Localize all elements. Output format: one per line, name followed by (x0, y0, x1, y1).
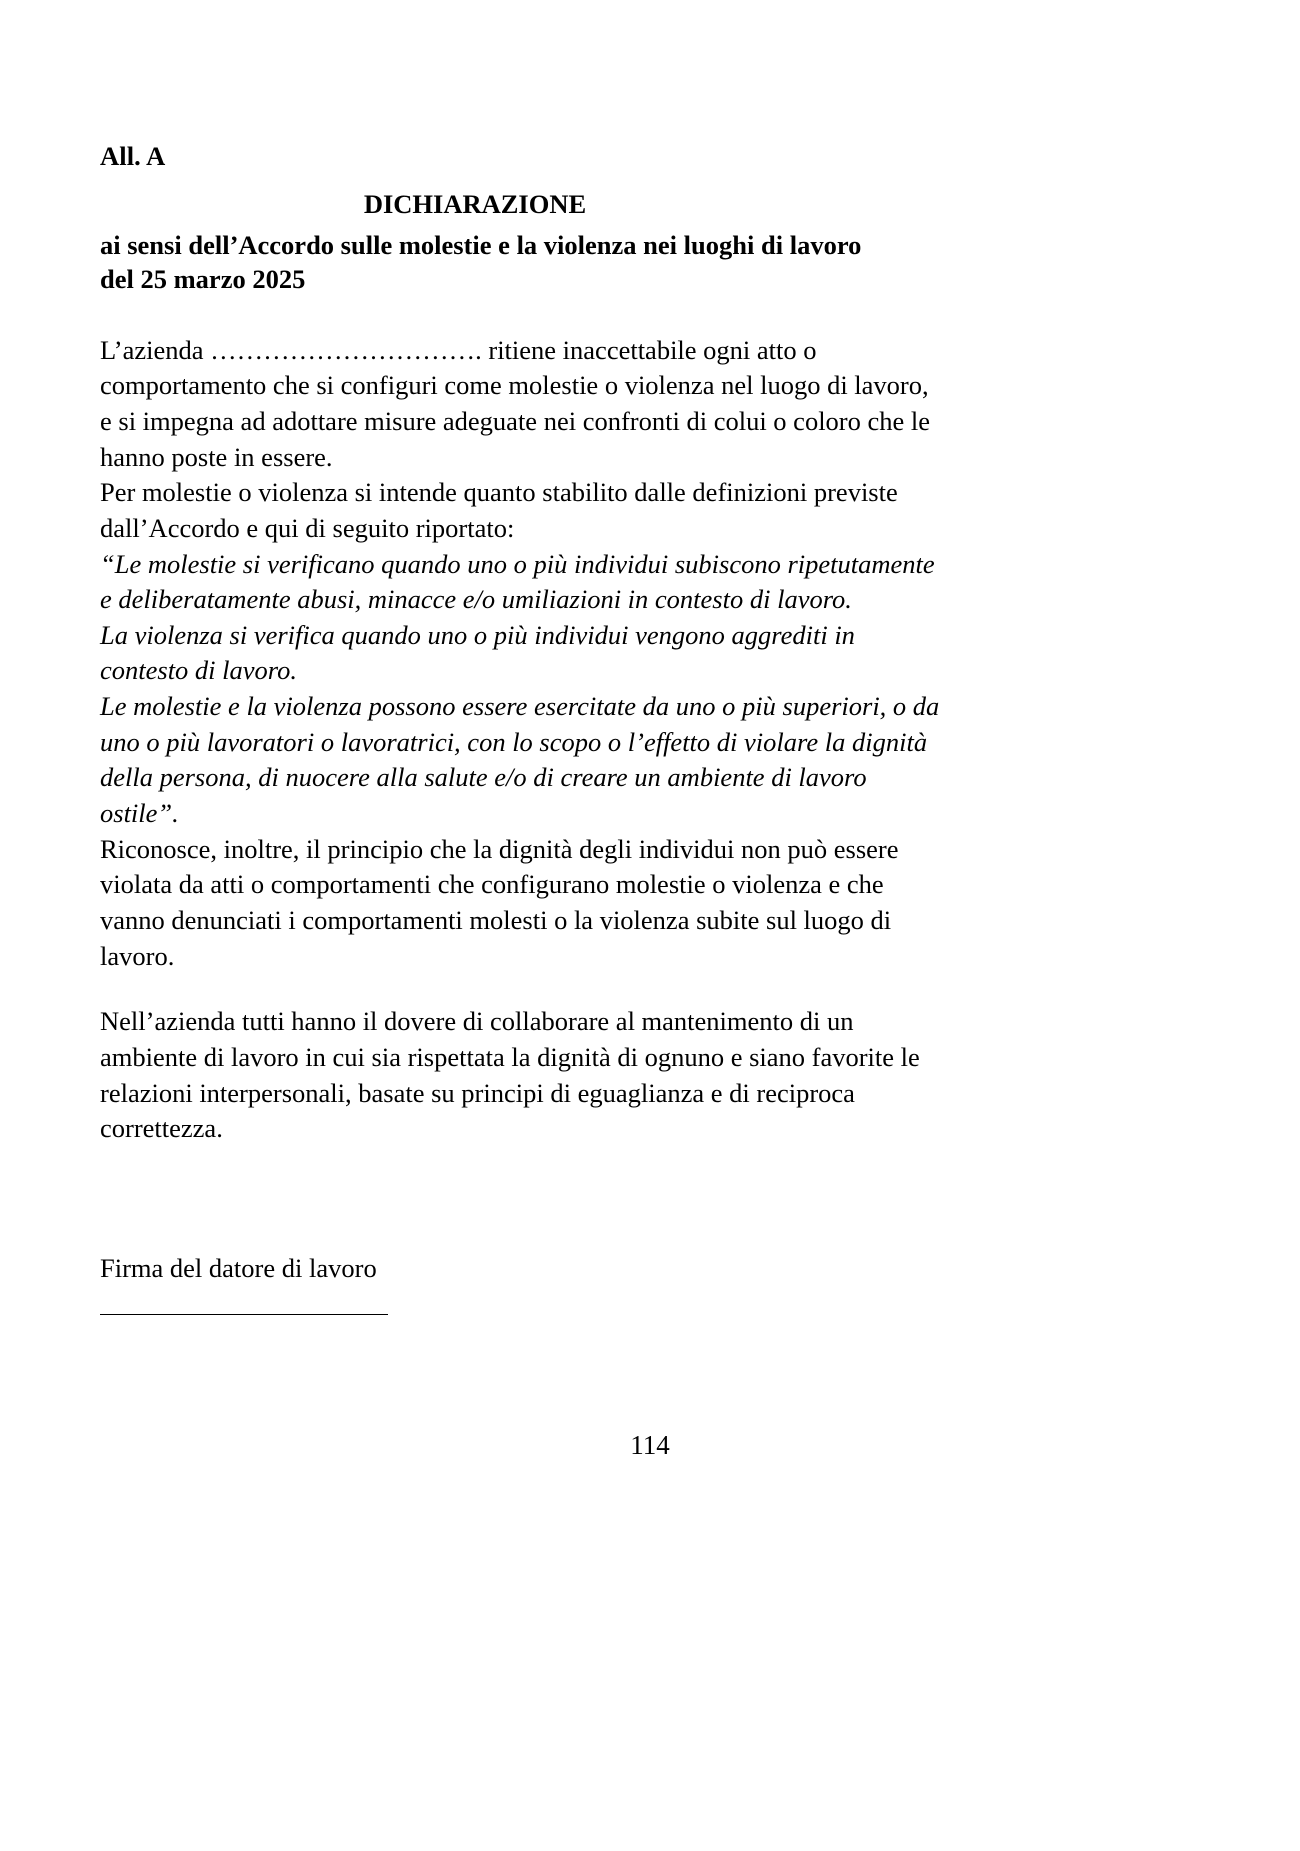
document-subtitle-line-1: ai sensi dell’Accordo sulle molestie e la violenza nei luoghi di lavoro (100, 229, 862, 260)
heading-body-spacer (100, 297, 945, 333)
document-subtitle (100, 228, 945, 297)
body-paragraph-group (100, 333, 945, 547)
paragraph-dignity-principle: Riconosce, inoltre, il principio che la dignità degli individui non può essere violata da atti o comportamenti che configurano molestie o violenza e che vanno denunciati i comportamenti molesti o la violenza subite sul luogo di lavoro. (100, 833, 899, 971)
document-title: DICHIARAZIONE (363, 188, 587, 219)
quote-harassment-definition: “Le molestie si verificano quando uno o più individui subiscono ripetutamente e deliberatamente abusi, minacce e/o umiliazioni in contesto di lavoro. (100, 548, 935, 615)
signature-area (100, 1251, 945, 1316)
signature-label: Firma del datore di lavoro (100, 1252, 377, 1283)
quoted-definitions (100, 547, 945, 832)
document-content (100, 140, 945, 1315)
document-subtitle-line-2: del 25 marzo 2025 (100, 264, 306, 295)
body-paragraph-cooperation (100, 1004, 945, 1147)
signature-line[interactable] (100, 1314, 388, 1315)
paragraph-definitions-intro: Per molestie o violenza si intende quanto stabilito dalle definizioni previste dall’Accordo e qui di seguito riportato: (100, 477, 898, 543)
paragraph-company-statement: L’azienda …………………………. ritiene inaccettabile ogni atto o comportamento che si configuri come molestie o violenza nel luogo di lavoro, e si impegna ad adottare misure adeguate nei confronti di colui o coloro che le hanno poste in essere. (100, 334, 931, 472)
paragraph-spacer (100, 974, 945, 1004)
attachment-label: All. A (100, 141, 166, 171)
page-number: 114 (630, 1430, 670, 1460)
quote-perpetrators-definition: Le molestie e la violenza possono essere esercitate da uno o più superiori, o da uno o più lavoratori o lavoratrici, con lo scopo o l’effetto di violare la dignità della persona, di nuocere alla salute e/o di creare un ambiente di lavoro ostile”. (100, 691, 940, 829)
quote-violence-definition: La violenza si verifica quando uno o più individui vengono aggrediti in contesto di lavoro. (100, 619, 855, 686)
paragraph-cooperation-duty: Nell’azienda tutti hanno il dovere di collaborare al mantenimento di un ambiente di lavoro in cui sia rispettata la dignità di ognuno e siano favorite le relazioni interpersonali, basate su principi di eguaglianza e di reciproca correttezza. (100, 1006, 920, 1144)
body-paragraph-dignity (100, 832, 945, 975)
